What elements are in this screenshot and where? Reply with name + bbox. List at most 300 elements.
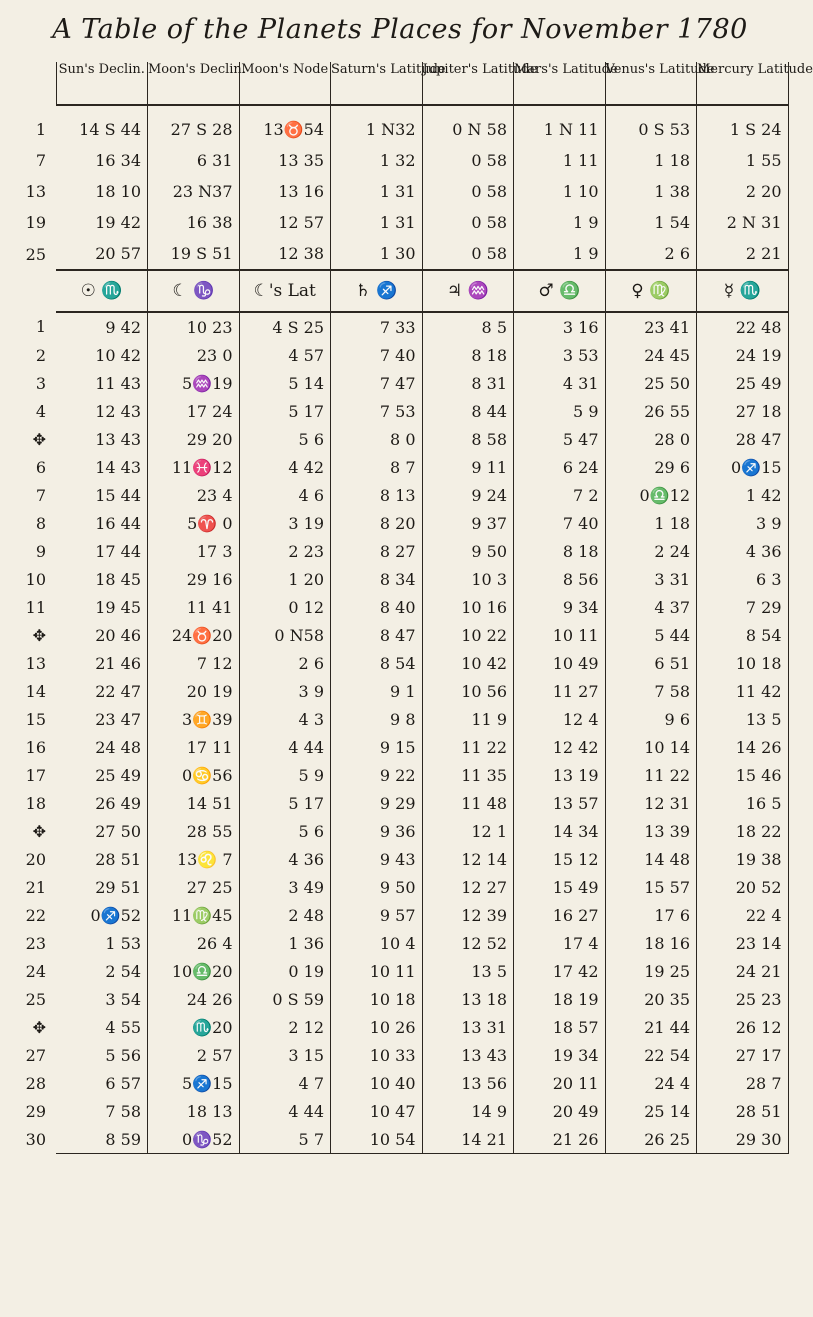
table-cell: 17 3	[148, 537, 240, 565]
table-cell: 29 20	[148, 425, 240, 453]
table-cell: 6 51	[605, 649, 697, 677]
table-cell: 1 31	[331, 207, 423, 238]
table-cell: 28 51	[56, 845, 148, 873]
table-cell: 3 49	[239, 873, 331, 901]
table-cell: 3 54	[56, 985, 148, 1013]
table-cell: 20 49	[514, 1097, 606, 1125]
planet-places-table	[22, 62, 813, 1154]
table-cell: 8 54	[697, 621, 789, 649]
day-number: 30	[25, 1129, 46, 1149]
day-number: ✥	[32, 1017, 46, 1037]
table-cell: 21 26	[514, 1125, 606, 1154]
table-cell: 0 12	[239, 593, 331, 621]
table-cell: 25 49	[697, 369, 789, 397]
table-cell: 25 50	[605, 369, 697, 397]
day-number: 3	[35, 373, 46, 393]
table-cell: 9 1	[331, 677, 423, 705]
table-cell: 11 41	[148, 593, 240, 621]
daily-row	[22, 985, 788, 1013]
table-cell: 8 27	[331, 537, 423, 565]
table-cell: 2 6	[605, 238, 697, 270]
table-cell: 19 45	[56, 593, 148, 621]
day-number: 2	[35, 345, 46, 365]
table-cell: 3 19	[239, 509, 331, 537]
table-cell: 10 14	[605, 733, 697, 761]
table-cell: 25 49	[56, 761, 148, 789]
table-cell: 4 36	[697, 537, 789, 565]
table-cell: 5 9	[514, 397, 606, 425]
table-cell: 1 N 11	[514, 105, 606, 145]
table-cell: 27 17	[697, 1041, 789, 1069]
table-cell: 12 14	[422, 845, 514, 873]
table-cell: 15 57	[605, 873, 697, 901]
table-cell: 28 7	[697, 1069, 789, 1097]
daily-row	[22, 593, 788, 621]
table-cell: 10 42	[422, 649, 514, 677]
table-cell: 12 31	[605, 789, 697, 817]
table-cell: 13 5	[422, 957, 514, 985]
table-cell: 8 18	[422, 341, 514, 369]
table-cell: 10 54	[331, 1125, 423, 1154]
table-cell: 28 55	[148, 817, 240, 845]
table-cell: 26 4	[148, 929, 240, 957]
sign-symbol-header: ☿ ♏	[697, 270, 789, 312]
weekly-row	[22, 105, 788, 145]
table-cell: 14 48	[605, 845, 697, 873]
table-cell: 15 46	[697, 761, 789, 789]
table-cell: 17 6	[605, 901, 697, 929]
table-cell: 4 6	[239, 481, 331, 509]
table-cell: 7 47	[331, 369, 423, 397]
day-number: 19	[25, 213, 46, 232]
daily-row	[22, 425, 788, 453]
table-cell: 17 24	[148, 397, 240, 425]
table-cell: 1 31	[331, 176, 423, 207]
daily-row	[22, 1041, 788, 1069]
table-cell: 9 29	[331, 789, 423, 817]
column-header: Sun's Declin.	[56, 62, 148, 105]
daily-row	[22, 481, 788, 509]
table-cell: 10 4	[331, 929, 423, 957]
table-cell: 10 23	[148, 312, 240, 341]
table-cell: 0♎12	[605, 481, 697, 509]
column-header: Mars's Latitude	[514, 62, 606, 105]
daily-row	[22, 733, 788, 761]
table-cell: 19 S 51	[148, 238, 240, 270]
table-cell: 28 0	[605, 425, 697, 453]
column-header-row	[22, 62, 788, 105]
table-cell: 5 7	[239, 1125, 331, 1154]
table-cell: 11 22	[605, 761, 697, 789]
sign-symbol-header: ♀ ♍	[605, 270, 697, 312]
table-cell: 19 38	[697, 845, 789, 873]
table-cell: ♏20	[148, 1013, 240, 1041]
table-cell: 9 57	[331, 901, 423, 929]
day-number: 29	[25, 1101, 46, 1121]
table-cell: 10 18	[331, 985, 423, 1013]
table-cell: 14 S 44	[56, 105, 148, 145]
table-cell: 1 30	[331, 238, 423, 270]
table-cell: 1 10	[514, 176, 606, 207]
table-cell: 27 50	[56, 817, 148, 845]
day-number: 16	[25, 737, 46, 757]
table-cell: 1 18	[605, 509, 697, 537]
table-cell: 6 24	[514, 453, 606, 481]
column-header: Saturn's Latitude	[331, 62, 423, 105]
table-cell: 18 22	[697, 817, 789, 845]
table-cell: 18 10	[56, 176, 148, 207]
table-cell: 13♉54	[239, 105, 331, 145]
table-cell: 14 21	[422, 1125, 514, 1154]
day-number: 11	[25, 597, 46, 617]
table-cell: 11 48	[422, 789, 514, 817]
day-number: 25	[25, 989, 46, 1009]
table-cell: 7 58	[605, 677, 697, 705]
table-cell: 5 17	[239, 789, 331, 817]
table-cell: 1 38	[605, 176, 697, 207]
table-cell: 3 53	[514, 341, 606, 369]
table-cell: 9 8	[331, 705, 423, 733]
table-cell: 17 44	[56, 537, 148, 565]
table-cell: 2 21	[697, 238, 789, 270]
sign-symbol-row	[22, 270, 788, 312]
table-cell: 0♑52	[148, 1125, 240, 1154]
table-cell: 9 34	[514, 593, 606, 621]
table-cell: 1 N32	[331, 105, 423, 145]
sign-symbol-header: ♃ ♒	[422, 270, 514, 312]
table-cell: 18 16	[605, 929, 697, 957]
table-cell: 10 22	[422, 621, 514, 649]
day-number: 1	[35, 119, 46, 139]
table-cell: 15 12	[514, 845, 606, 873]
table-cell: 3 9	[239, 677, 331, 705]
day-number: 21	[25, 877, 46, 897]
table-cell: 19 34	[514, 1041, 606, 1069]
table-cell: 25 14	[605, 1097, 697, 1125]
daily-row	[22, 453, 788, 481]
table-cell: 14 34	[514, 817, 606, 845]
day-number: 13	[25, 653, 46, 673]
day-number: 22	[25, 905, 46, 925]
day-number: 28	[25, 1073, 46, 1093]
table-cell: 10 56	[422, 677, 514, 705]
daily-row	[22, 1097, 788, 1125]
weekly-row	[22, 238, 788, 270]
table-cell: 8 40	[331, 593, 423, 621]
daily-row	[22, 761, 788, 789]
table-cell: 20 46	[56, 621, 148, 649]
table-cell: 10 26	[331, 1013, 423, 1041]
table-cell: 7 12	[148, 649, 240, 677]
table-cell: 27 18	[697, 397, 789, 425]
day-number: 14	[25, 681, 46, 701]
table-cell: 13 35	[239, 145, 331, 176]
table-cell: 9 50	[331, 873, 423, 901]
table-cell: 17 4	[514, 929, 606, 957]
daily-row	[22, 397, 788, 425]
table-cell: 12 42	[514, 733, 606, 761]
table-cell: 16 44	[56, 509, 148, 537]
table-cell: 0 58	[422, 145, 514, 176]
table-cell: 9 50	[422, 537, 514, 565]
table-cell: 10 16	[422, 593, 514, 621]
table-cell: 15 49	[514, 873, 606, 901]
sign-symbol-header: ♂ ♎	[514, 270, 606, 312]
table-cell: 10♎20	[148, 957, 240, 985]
table-cell: 2 24	[605, 537, 697, 565]
table-cell: 24 4	[605, 1069, 697, 1097]
daily-row	[22, 537, 788, 565]
table-cell: 0 19	[239, 957, 331, 985]
table-cell: 23 0	[148, 341, 240, 369]
daily-row	[22, 341, 788, 369]
table-cell: 12 57	[239, 207, 331, 238]
table-cell: 2 48	[239, 901, 331, 929]
table-cell: 11 42	[697, 677, 789, 705]
table-cell: 5 47	[514, 425, 606, 453]
table-cell: 8 13	[331, 481, 423, 509]
table-cell: 9 36	[331, 817, 423, 845]
table-cell: 20 11	[514, 1069, 606, 1097]
table-cell: 24 48	[56, 733, 148, 761]
table-cell: 17 11	[148, 733, 240, 761]
table-cell: 16 34	[56, 145, 148, 176]
table-cell: 4 7	[239, 1069, 331, 1097]
day-number: 7	[35, 485, 46, 505]
table-cell: 9 6	[605, 705, 697, 733]
table-cell: 4 37	[605, 593, 697, 621]
table-cell: 10 3	[422, 565, 514, 593]
table-cell: 12 1	[422, 817, 514, 845]
table-cell: 20 57	[56, 238, 148, 270]
table-cell: 7 29	[697, 593, 789, 621]
table-cell: 23 14	[697, 929, 789, 957]
table-cell: 0♐15	[697, 453, 789, 481]
table-cell: 7 53	[331, 397, 423, 425]
day-number: 10	[25, 569, 46, 589]
table-cell: 2 23	[239, 537, 331, 565]
table-cell: 18 19	[514, 985, 606, 1013]
table-cell: 8 7	[331, 453, 423, 481]
table-cell: 6 57	[56, 1069, 148, 1097]
table-cell: 12 39	[422, 901, 514, 929]
day-number: 8	[35, 513, 46, 533]
table-cell: 13♌ 7	[148, 845, 240, 873]
table-cell: 2 57	[148, 1041, 240, 1069]
table-cell: 2 N 31	[697, 207, 789, 238]
table-cell: 8 47	[331, 621, 423, 649]
table-cell: 11 9	[422, 705, 514, 733]
table-cell: 29 51	[56, 873, 148, 901]
table-cell: 9 22	[331, 761, 423, 789]
table-cell: 29 6	[605, 453, 697, 481]
table-cell: 23 N37	[148, 176, 240, 207]
table-cell: 10 49	[514, 649, 606, 677]
table-cell: 18 45	[56, 565, 148, 593]
table-cell: 3♊39	[148, 705, 240, 733]
table-cell: 26 25	[605, 1125, 697, 1154]
table-cell: 5 44	[605, 621, 697, 649]
table-cell: 28 47	[697, 425, 789, 453]
table-cell: 1 9	[514, 238, 606, 270]
day-number: 18	[25, 793, 46, 813]
table-cell: 13 31	[422, 1013, 514, 1041]
table-cell: 6 3	[697, 565, 789, 593]
table-cell: 12 27	[422, 873, 514, 901]
sign-symbol-header: ☾'s Lat	[239, 270, 331, 312]
column-header: Moon's Node	[239, 62, 331, 105]
table-cell: 14 9	[422, 1097, 514, 1125]
table-cell: 4 57	[239, 341, 331, 369]
table-cell: 10 33	[331, 1041, 423, 1069]
daily-row	[22, 845, 788, 873]
table-cell: 0♋56	[148, 761, 240, 789]
table-cell: 24 19	[697, 341, 789, 369]
table-body	[22, 62, 813, 1154]
table-cell: 9 15	[331, 733, 423, 761]
table-cell: 16 5	[697, 789, 789, 817]
daily-row	[22, 565, 788, 593]
table-cell: 16 27	[514, 901, 606, 929]
table-cell: 3 9	[697, 509, 789, 537]
table-cell: 16 38	[148, 207, 240, 238]
table-cell: 29 16	[148, 565, 240, 593]
table-cell: 26 49	[56, 789, 148, 817]
table-cell: 13 18	[422, 985, 514, 1013]
table-cell: 9 42	[56, 312, 148, 341]
table-cell: 13 43	[422, 1041, 514, 1069]
table-cell: 8 44	[422, 397, 514, 425]
table-cell: 1 11	[514, 145, 606, 176]
daily-row	[22, 901, 788, 929]
table-cell: 5 9	[239, 761, 331, 789]
table-cell: 14 43	[56, 453, 148, 481]
day-number: ✥	[32, 625, 46, 645]
table-cell: 9 43	[331, 845, 423, 873]
table-cell: 11♍45	[148, 901, 240, 929]
weekly-row	[22, 145, 788, 176]
daily-row	[22, 1069, 788, 1097]
table-cell: 12 38	[239, 238, 331, 270]
table-cell: 1 S 24	[697, 105, 789, 145]
column-header: Jupiter's Latitude	[422, 62, 514, 105]
table-cell: 13 39	[605, 817, 697, 845]
table-cell: 8 58	[422, 425, 514, 453]
table-cell: 8 18	[514, 537, 606, 565]
table-cell: 13 43	[56, 425, 148, 453]
table-cell: 26 12	[697, 1013, 789, 1041]
table-cell: 1 18	[605, 145, 697, 176]
daily-row	[22, 677, 788, 705]
table-cell: 24 26	[148, 985, 240, 1013]
table-cell: 9 24	[422, 481, 514, 509]
table-cell: 5 6	[239, 425, 331, 453]
table-cell: 0 N 58	[422, 105, 514, 145]
table-cell: 1 54	[605, 207, 697, 238]
column-header: Venus's Latitude	[605, 62, 697, 105]
table-cell: 10 18	[697, 649, 789, 677]
table-cell: 0 58	[422, 238, 514, 270]
table-cell: 22 48	[697, 312, 789, 341]
table-cell: 1 20	[239, 565, 331, 593]
day-number: 25	[25, 244, 46, 264]
day-number: 6	[35, 457, 46, 477]
table-cell: 20 35	[605, 985, 697, 1013]
table-cell: 1 36	[239, 929, 331, 957]
table-cell: 5 56	[56, 1041, 148, 1069]
table-cell: 26 55	[605, 397, 697, 425]
daily-row	[22, 789, 788, 817]
table-cell: 14 51	[148, 789, 240, 817]
day-number: 1	[35, 317, 46, 336]
table-cell: 7 40	[514, 509, 606, 537]
table-cell: 11 43	[56, 369, 148, 397]
sign-symbol-header: ☾ ♑	[148, 270, 240, 312]
table-cell: 12 4	[514, 705, 606, 733]
table-cell: 19 42	[56, 207, 148, 238]
table-cell: 20 52	[697, 873, 789, 901]
table-cell: 13 57	[514, 789, 606, 817]
table-cell: 28 51	[697, 1097, 789, 1125]
table-cell: 8 20	[331, 509, 423, 537]
table-cell: 4 3	[239, 705, 331, 733]
table-cell: 2 54	[56, 957, 148, 985]
day-number: 24	[25, 961, 46, 981]
daily-row	[22, 957, 788, 985]
weekly-row	[22, 207, 788, 238]
table-cell: 0♐52	[56, 901, 148, 929]
table-cell: 4 36	[239, 845, 331, 873]
table-cell: 0 58	[422, 176, 514, 207]
table-cell: 10 47	[331, 1097, 423, 1125]
table-cell: 8 59	[56, 1125, 148, 1154]
table-cell: 5 14	[239, 369, 331, 397]
day-number: ✥	[32, 821, 46, 841]
table-cell: 8 56	[514, 565, 606, 593]
daily-row	[22, 705, 788, 733]
header-spacer	[22, 62, 56, 105]
table-cell: 11 27	[514, 677, 606, 705]
table-cell: 0 S 59	[239, 985, 331, 1013]
table-cell: 22 4	[697, 901, 789, 929]
day-number: 23	[25, 933, 46, 953]
table-cell: 14 26	[697, 733, 789, 761]
table-cell: 10 40	[331, 1069, 423, 1097]
table-cell: 7 40	[331, 341, 423, 369]
table-cell: 18 57	[514, 1013, 606, 1041]
table-cell: 0 58	[422, 207, 514, 238]
table-cell: 24 45	[605, 341, 697, 369]
table-cell: 15 44	[56, 481, 148, 509]
day-number: 15	[25, 709, 46, 729]
day-number: 20	[25, 849, 46, 869]
daily-row	[22, 312, 788, 341]
daily-row	[22, 509, 788, 537]
table-cell: 8 31	[422, 369, 514, 397]
table-cell: 8 54	[331, 649, 423, 677]
table-cell: 3 15	[239, 1041, 331, 1069]
table-cell: 27 25	[148, 873, 240, 901]
daily-row	[22, 817, 788, 845]
table-cell: 2 20	[697, 176, 789, 207]
table-cell: 7 58	[56, 1097, 148, 1125]
table-cell: 1 9	[514, 207, 606, 238]
table-cell: 8 0	[331, 425, 423, 453]
table-cell: 3 31	[605, 565, 697, 593]
table-cell: 4 55	[56, 1013, 148, 1041]
table-cell: 13 16	[239, 176, 331, 207]
table-cell: 21 46	[56, 649, 148, 677]
